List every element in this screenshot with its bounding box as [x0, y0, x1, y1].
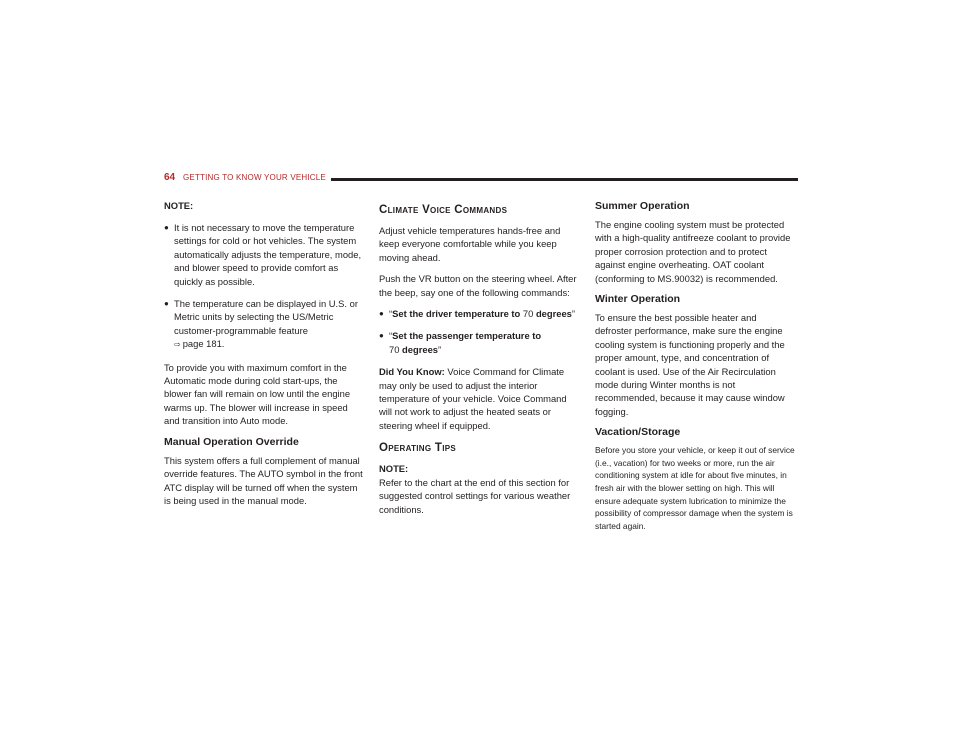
page-reference-link[interactable] — [174, 337, 224, 351]
command-text: Set the passenger temperature to — [392, 330, 542, 342]
column-middle — [379, 194, 579, 524]
manual-operation-text: This system offers a full complement of manual override features. The AUTO symbol in the front ATC display will be turned off when the system is being used in the manual mode. — [164, 454, 363, 506]
list-item — [379, 307, 579, 320]
note-bullet-list — [164, 221, 364, 352]
command-unit: degrees — [535, 308, 572, 320]
summer-operation-text: The engine cooling system must be protected with a high-quality antifreeze coolant to provide proper corrosion protection and to protect against engine overheating. OAT coolant (conforming to MS.90032) is recommended. — [595, 219, 791, 284]
column-right — [595, 194, 795, 540]
auto-mode-paragraph: To provide you with maximum comfort in the Automatic mode during cold start-ups, the blower fan will remain on low until the engine warms up. The blower will increase in speed and transition into Auto mode. — [164, 361, 351, 427]
command-value: 70 — [520, 308, 536, 320]
operating-tips-heading: Operating Tips — [379, 442, 457, 455]
did-you-know-paragraph — [379, 365, 579, 432]
vacation-storage-text: Before you store your vehicle, or keep it out of service (i.e., vacation) for two weeks or more, run the air conditioning system at idle for about five minutes, in fresh air with the blower setting on high. This will ensure adequate system lubrication to minimize the possibility of compressor damage when the system is started again. — [595, 445, 795, 531]
list-item — [164, 297, 364, 352]
vr-button-text: Push the VR button on the steering wheel. After the beep, say one of the following commands: — [379, 273, 577, 298]
page-header — [164, 172, 798, 186]
bullet-icon: ● — [164, 299, 169, 309]
bullet-text: It is not necessary to move the temperature settings for cold or hot vehicles. The system automatically adjusts the temperature, mode, and blower speed to provide comfort as quickly as possible. — [174, 222, 362, 287]
vacation-storage-heading: Vacation/Storage — [595, 426, 681, 439]
winter-operation-heading: Winter Operation — [595, 293, 681, 306]
voice-intro-text: Adjust vehicle temperatures hands-free and keep everyone comfortable while you keep moving ahead. — [379, 225, 561, 263]
quote-close: ” — [571, 308, 576, 320]
summer-operation-heading: Summer Operation — [595, 200, 690, 212]
header-rule — [331, 178, 798, 181]
bullet-icon: ● — [379, 331, 384, 341]
page-reference-text: page 181. — [182, 338, 225, 350]
command-text: Set the driver temperature to — [392, 308, 521, 320]
tips-note — [379, 462, 579, 516]
bullet-icon: ● — [379, 309, 384, 319]
winter-operation-text: To ensure the best possible heater and defroster performance, make sure the engine cooling system is functioning properly and the proper amount, type, and concentration of coolant is used. Use of the Air Recirculation mode during Winter months is not recommended, because it may cause window fogging. — [595, 312, 785, 417]
command-value: 70 — [389, 343, 403, 355]
section-title: GETTING TO KNOW YOUR VEHICLE — [183, 173, 326, 182]
tips-note-text: Refer to the chart at the end of this section for suggested control settings for various weather conditions. — [379, 476, 571, 515]
did-you-know-label: Did You Know: — [379, 366, 445, 378]
quote-open: “ — [389, 308, 393, 320]
arrow-right-icon: ⇨ — [174, 340, 181, 350]
did-you-know-text: Voice Command for Climate may only be used to adjust the interior temperature of your vehicle. Voice Command will not work to adjust the heated seats or steering wheel if equipped. — [379, 366, 567, 431]
bullet-icon: ● — [164, 223, 169, 232]
command-unit: degrees — [402, 343, 439, 355]
note-label: NOTE: — [164, 200, 194, 211]
list-item — [164, 221, 364, 288]
quote-close: ” — [438, 343, 442, 355]
tips-note-label: NOTE: — [379, 463, 409, 475]
bullet-text: The temperature can be displayed in U.S. or Metric units by selecting the US/Metric customer-programmable feature — [174, 298, 358, 336]
page-number: 64 — [164, 172, 176, 183]
list-item — [379, 329, 579, 356]
manual-operation-heading: Manual Operation Override — [164, 435, 299, 448]
climate-voice-heading: Climate Voice Commands — [379, 204, 508, 216]
voice-command-list — [379, 307, 579, 356]
column-left — [164, 194, 364, 515]
quote-open: “ — [389, 330, 393, 342]
